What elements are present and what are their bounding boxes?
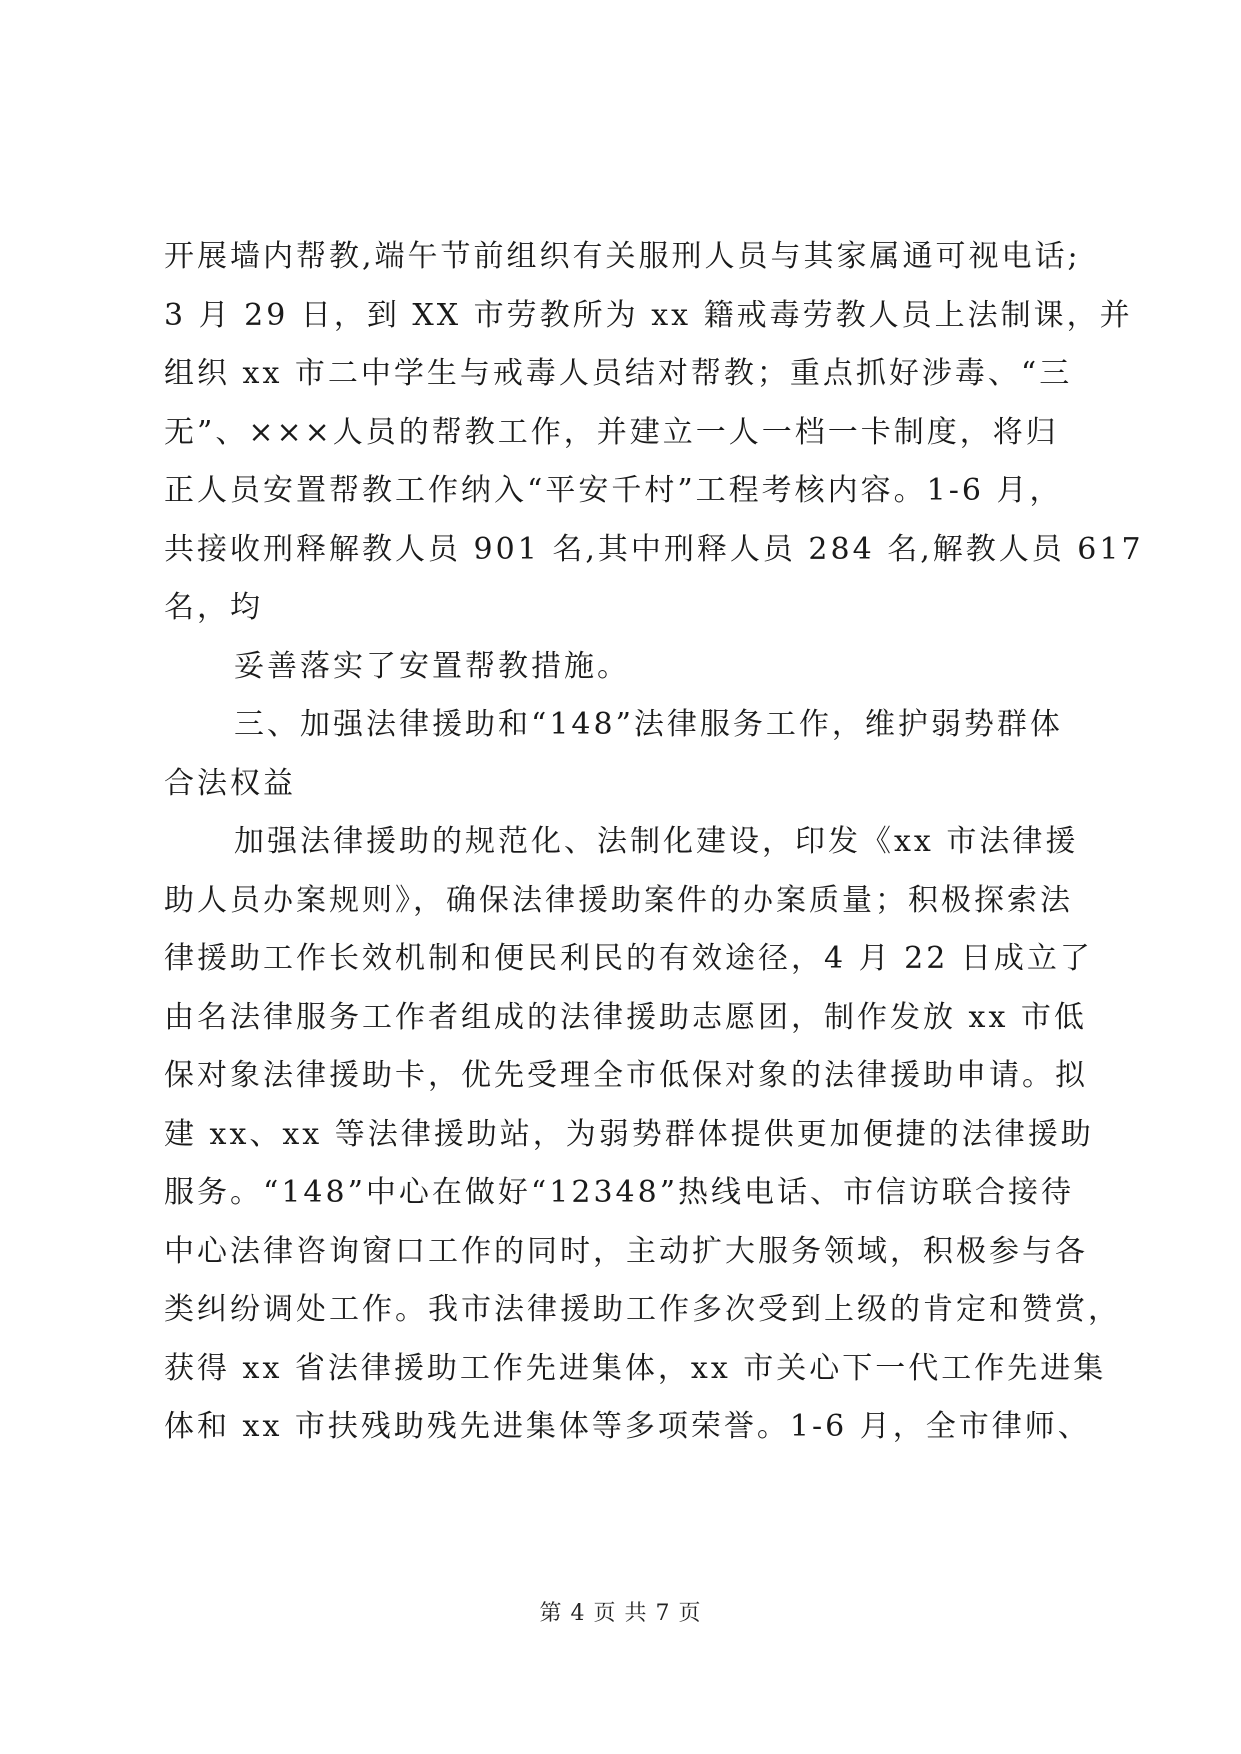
text-line: 建 xx、xx 等法律援助站，为弱势群体提供更加便捷的法律援助 (164, 1116, 1094, 1152)
section-heading: 三、加强法律援助和“148”法律服务工作，维护弱势群体 (234, 707, 1063, 742)
text-line: 类纠纷调处工作。我市法律援助工作多次受到上级的肯定和赞赏， (164, 1292, 1121, 1327)
page-number-footer: 第 4 页 共 7 页 (539, 1601, 702, 1626)
text-line: 正人员安置帮教工作纳入“平安千村”工程考核内容。1-6 月， (164, 473, 1063, 508)
text-line: 共接收刑释解教人员 901 名,其中刑释人员 284 名,解教人员 617 (164, 531, 1144, 567)
body-text (164, 228, 1144, 1457)
text-line: 中心法律咨询窗口工作的同时，主动扩大服务领域，积极参与各 (164, 1233, 1088, 1269)
text-line: 律援助工作长效机制和便民利民的有效途径，4 月 22 日成立了 (164, 941, 1093, 976)
text-line: 助人员办案规则》，确保法律援助案件的办案质量；积极探索法 (164, 882, 1073, 918)
text-line: 由名法律服务工作者组成的法律援助志愿团，制作发放 xx 市低 (164, 999, 1087, 1035)
text-line: 获得 xx 省法律援助工作先进集体，xx 市关心下一代工作先进集 (164, 1350, 1107, 1386)
text-line: 组织 xx 市二中学生与戒毒人员结对帮教；重点抓好涉毒、“三 (164, 356, 1073, 391)
paragraph-first-line: 加强法律援助的规范化、法制化建设，印发《xx 市法律援 (234, 824, 1079, 859)
text-line: 体和 xx 市扶残助残先进集体等多项荣誉。1-6 月，全市律师、 (164, 1409, 1091, 1444)
text-line: 3 月 29 日，到 XX 市劳教所为 xx 籍戒毒劳教人员上法制课，并 (164, 297, 1133, 333)
paragraph-first-line: 妥善落实了安置帮教措施。 (234, 648, 630, 684)
section-heading-continued: 合法权益 (164, 765, 296, 801)
text-line: 名，均 (164, 590, 263, 625)
text-line: 无”、×××人员的帮教工作，并建立一人一档一卡制度，将归 (164, 414, 1059, 450)
text-line: 服务。“148”中心在做好“12348”热线电话、市信访联合接待 (164, 1175, 1075, 1210)
text-line: 保对象法律援助卡，优先受理全市低保对象的法律援助申请。拟 (164, 1058, 1088, 1093)
text-line: 开展墙内帮教,端午节前组织有关服刑人员与其家属通可视电话; (164, 239, 1081, 274)
